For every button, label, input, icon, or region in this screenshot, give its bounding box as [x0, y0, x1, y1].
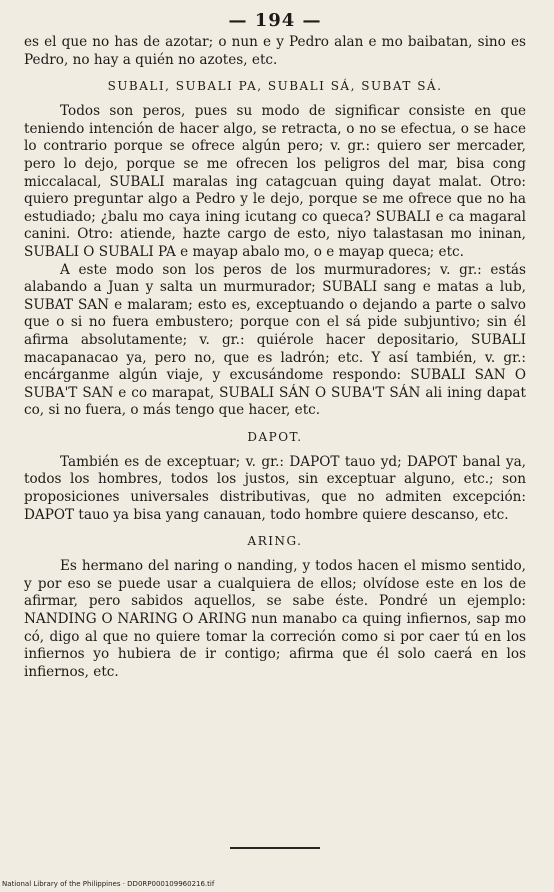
paragraph-dapot: También es de exceptuar; v. gr.: DAPOT tauo yd; DAPOT banal ya, todos los hombres, todos los justos, sin exceptuar alguno, etc.; son proposiciones universales distributivas, que no admiten excepción: DAPOT tauo ya bisa yang canauan, todo hombre quiere descanso, etc.	[24, 453, 526, 523]
paragraph-subali-2: A este modo son los peros de los murmuradores; v. gr.: estás alabando a Juan y salta un murmurador; SUBALI sang e matas a lub, SUBAT SAN e malaram; esto es, exceptuando o dejando a parte o salvo que o si no fuera embustero; porque con el sá pide subjuntivo; sin él afirma absolutamente; v. gr.: quiérole hacer depositario, SUBALI macapanacao ya, pero no, que es ladrón; etc. Y así también, v. gr.: encárganme algún viaje, y excusándome respondo: SUBALI SAN O SUBA'T SAN e co marapat, SUBALI SÁN O SUBA'T SÁN ali ining dapat co, si no fuera, o más tengo que hacer, etc.	[24, 261, 526, 419]
page-number: — 194 —	[228, 10, 322, 31]
heading-dapot: DAPOT.	[247, 429, 303, 444]
intro-text: es el que no has de azotar; o nun e y Pedro alan e mo baibatan, sino es Pedro, no hay a quién no azotes, etc.	[24, 34, 526, 68]
heading-aring: ARING.	[247, 534, 303, 549]
paragraph-subali-1: Todos son peros, pues su modo de significar consiste en que teniendo intención de hacer algo, se retracta, o no se efectua, o se hace lo contrario porque se ofrece algún pero; v. gr.: quiero ser mercader, pero lo dejo, porque se me ofrecen los peligros del mar, bisa cong miccalacal, SUBALI maralas ing catagcuan quing dayat malat. Otro: quiero preguntar algo a Pedro y le dejo, porque se me ofrece que no ha estudiado; ¿balu mo caya ining icutang co queca? SUBALI e ca magaral canini. Otro: atiende, hazte cargo de esto, niyo talastasan mo ininan, SUBALI O SUBALI PA e mayap abalo mo, o e mayap queca; etc.	[24, 103, 526, 260]
paragraph-aring: Es hermano del naring o nanding, y todos hacen el mismo sentido, y por eso se puede usar a cualquiera de ellos; olvídose este en los de afirmar, pero sabidos aquellos, se sabe éste. Pondré un ejemplo: NANDING O NARING O ARING nun manabo ca quing infiernos, sap mo có, digo al que no quiere tomar la correción como si por caer tú en los infiernos yo hubiera de ir contigo; afirma que él solo caerá en los infiernos, etc.	[24, 558, 526, 680]
scan-footer: National Library of the Philippines · DD0RP000109960216.tif	[2, 880, 215, 888]
heading-subali: SUBALI, SUBALI PA, SUBALI SÁ, SUBAT SÁ.	[107, 79, 443, 94]
end-rule	[230, 847, 320, 849]
